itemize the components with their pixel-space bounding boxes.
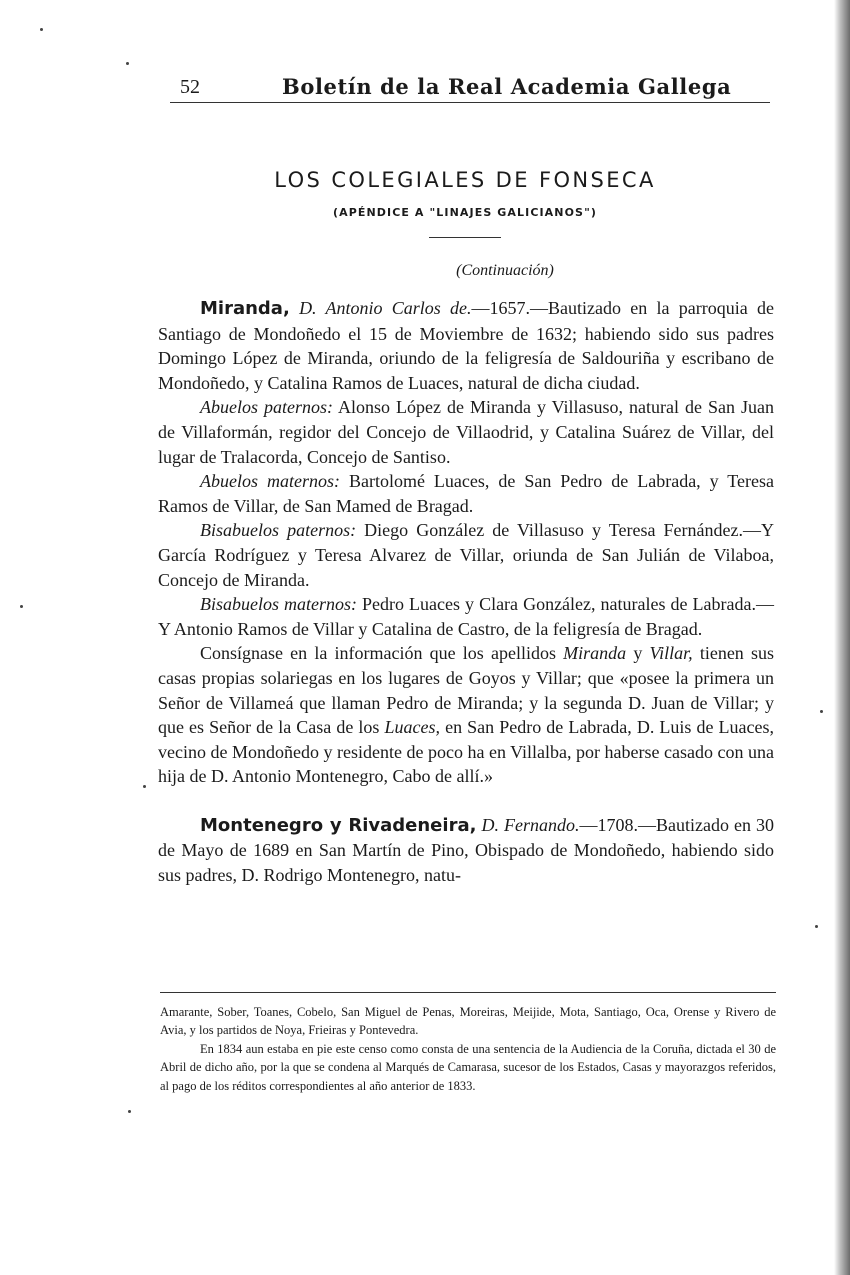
lineage-label: Abuelos paternos: (200, 397, 333, 418)
lineage-text: Bartolomé Luaces, de San Pedro de Labrada, y Teresa Ramos de Villar, de San Mamed de Bragad. (158, 471, 775, 516)
lineage-paternal-grandparents (158, 395, 774, 469)
entry-text: —1708.—Bautizado en 30 de Mayo de 1689 en San Martín de Pino, Obispado de Mondoñedo, habiendo sido sus padres, D. Rodrigo Montenegro, natu- (158, 814, 774, 886)
page-edge-shadow (834, 0, 850, 1275)
footnotes (160, 1003, 776, 1095)
scan-speck (126, 62, 129, 65)
continuation-note: (Continuación) (456, 262, 554, 279)
entry-montenegro (158, 813, 774, 888)
lineage-label: Bisabuelos maternos: (200, 594, 358, 615)
scan-speck (40, 28, 43, 31)
consignase-text: Consígnase en la información que los apellidos (200, 643, 556, 664)
article-title: LOS COLEGIALES DE FONSECA (274, 168, 656, 192)
entry-person: D. Fernando. (481, 814, 580, 835)
entry-surname: Miranda, (200, 298, 290, 319)
consignase-text: en San Pedro de Labrada, D. Luis de Luaces, vecino de Mondoñedo y residente de poco ha en Villalba, por haberse casado con una hija de D. Antonio Montenegro, Cabo de allí.» (158, 717, 775, 787)
entry-text: —1657.—Bautizado en la parroquia de Santiago de Mondoñedo el 15 de Moviembre de 1632; habiendo sido sus padres Domingo López de Miranda, oriundo de la feligresía de Saldouriña y escribano de Mondoñedo, y Catalina Ramos de Luaces, natural de dicha ciudad. (158, 298, 774, 393)
scan-speck (815, 925, 818, 928)
lineage-label: Abuelos maternos: (200, 471, 340, 492)
consignase-text: tienen sus casas propias solariegas en los lugares de Goyos y Villar; que «posee la primera un Señor de Villameá que llaman Pedro de Miranda; y la segunda D. Juan de Villar; y que es Señor de la Casa de los (158, 643, 774, 738)
consignase-text: y (633, 643, 643, 664)
page-number: 52 (180, 76, 200, 98)
title-divider (429, 237, 501, 238)
lineage-text: Diego González de Villasuso y Teresa Fernández.—Y García Rodríguez y Teresa Alvarez de Villar, oriunda de San Julián de Vilaboa, Concejo de Miranda. (158, 520, 774, 590)
footnote-paragraph: En 1834 aun estaba en pie este censo como consta de una sentencia de la Audiencia de la Coruña, dictada el 30 de Abril de dicho año, por la que se condena al Marqués de Camarasa, sucesor de los Estados, Casas y mayorazgos referidos, al pago de los réditos correspondientes al año anterior de 1833. (160, 1041, 776, 1093)
consignase-paragraph (158, 641, 774, 789)
lineage-maternal-great-grandparents (158, 592, 774, 641)
lineage-text: Alonso López de Miranda y Villasuso, natural de San Juan de Villaformán, regidor del Concejo de Villaodrid, y Catalina Suárez de Villar, del lugar de Tralacorda, Concejo de Santiso. (158, 397, 774, 467)
surname-luaces: Luaces, (384, 717, 440, 738)
running-head: Boletín de la Real Academia Gallega (282, 74, 732, 99)
lineage-text: Pedro Luaces y Clara González, naturales de Labrada.—Y Antonio Ramos de Villar y Catalina de Castro, de la feligresía de Bragad. (158, 594, 774, 639)
scan-speck (128, 1110, 131, 1113)
entry-surname: Montenegro y Rivadeneira, (200, 814, 477, 836)
entry-person: D. Antonio Carlos de. (299, 298, 472, 318)
entry-miranda (158, 296, 774, 395)
surname-miranda: Miranda (563, 643, 627, 664)
header-rule (170, 102, 770, 103)
lineage-maternal-grandparents (158, 469, 774, 518)
scan-speck (820, 710, 823, 713)
footnote-continuation: Amarante, Sober, Toanes, Cobelo, San Miguel de Penas, Moreiras, Meijide, Mota, Santiago, Oca, Orense y Rivero de Avia, y los partidos de Noya, Frieiras y Pontevedra. (160, 1005, 776, 1038)
footnote-rule (160, 992, 776, 993)
scan-speck (20, 605, 23, 608)
article-body (158, 296, 774, 888)
surname-villar: Villar, (649, 643, 693, 664)
page-header (180, 74, 770, 104)
article-subtitle: (APÉNDICE A "LINAJES GALICIANOS") (332, 206, 598, 219)
lineage-label: Bisabuelos paternos: (200, 520, 357, 541)
lineage-paternal-great-grandparents (158, 518, 774, 592)
scan-speck (143, 785, 146, 788)
